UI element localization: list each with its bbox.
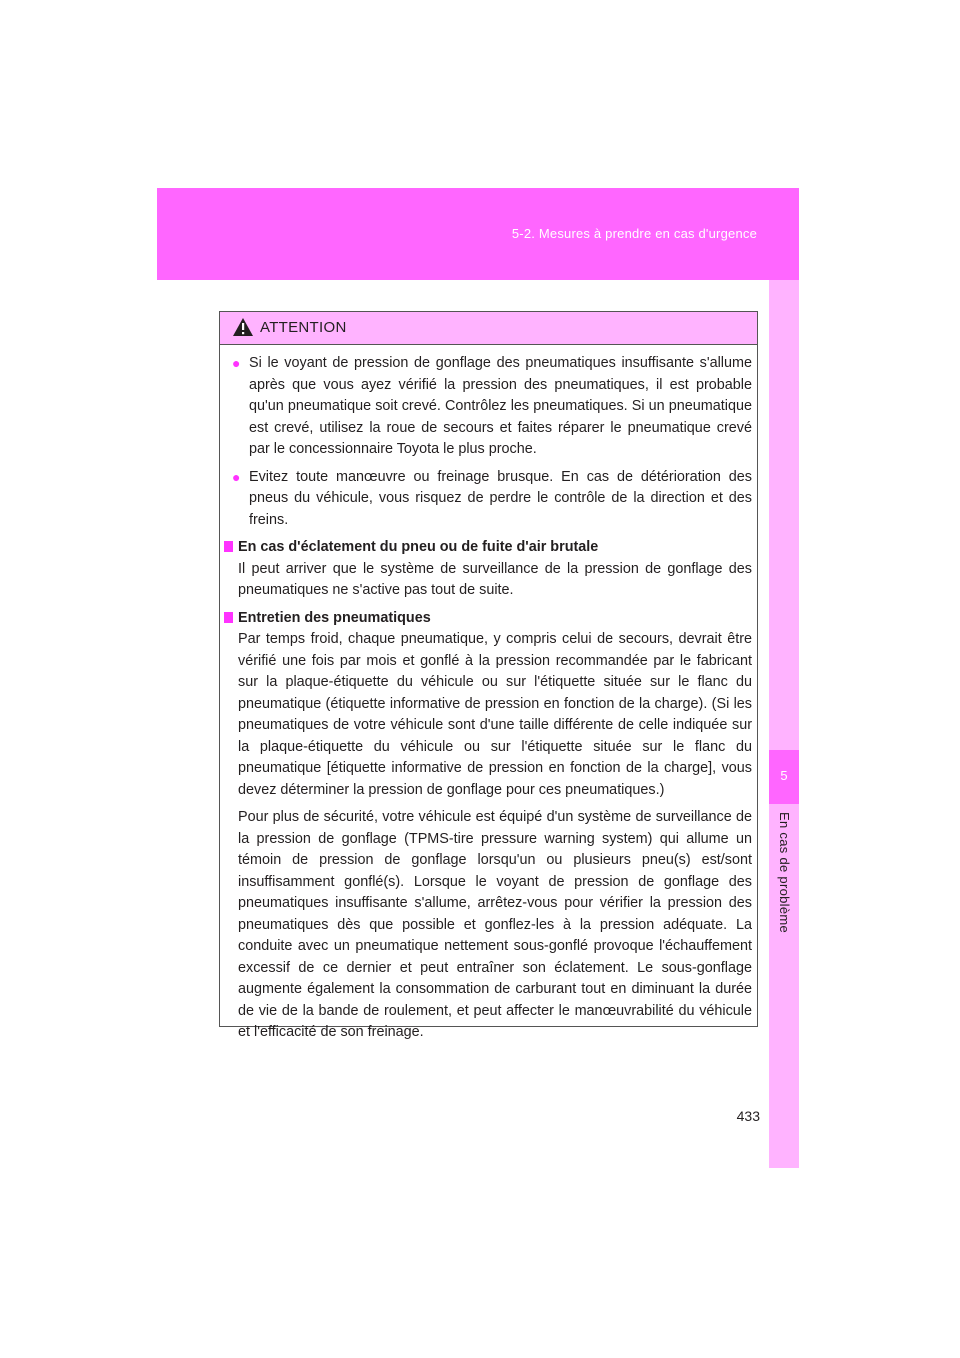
section-heading-text: En cas d'éclatement du pneu ou de fuite d'air brutale	[238, 539, 599, 555]
bullet-text: Evitez toute manœuvre ou freinage brusque. En cas de détérioration des pneus du véhicule, vous risquez de perdre le contrôle de la direction et des freins.	[249, 468, 752, 528]
warning-header	[220, 312, 757, 345]
warning-bullet	[220, 353, 752, 461]
section-heading-text: Entretien des pneumatiques	[238, 609, 431, 626]
paragraph: Pour plus de sécurité, votre véhicule est équipé d'un système de surveillance de la pression de gonflage (TPMS-tire pressure warning system) qui allume un témoin de pression de gonflage lorsqu'un ou plusieurs pneu(s) est/sont insuffisamment gonflé(s). Lorsque le voyant de pression de gonflage des pneumatiques insuffisante s'allume, arrêtez-vous pour vérifier la pression des pneumatiques dès que possible et gonflez-les à la pression adéquate. La conduite avec un pneumatique nettement sous-gonflé provoque l'échauffement excessif de ce dernier et peut entraîner son éclatement. Le sous-gonflage augmente également la consommation de carburant tout en diminuant la durée de vie de la bande de roulement, et peut affecter le manœuvrabilité du véhicule et l'efficacité de son freinage.	[238, 809, 752, 1040]
warning-body	[220, 345, 757, 1044]
warning-title: ATTENTION	[260, 319, 347, 336]
chapter-label: En cas de problème	[777, 812, 792, 934]
section-heading	[220, 537, 752, 559]
warning-triangle-icon	[232, 317, 254, 337]
page-number: 433	[736, 1108, 760, 1124]
chapter-tab[interactable]	[769, 750, 799, 804]
chapter-number: 5	[780, 768, 788, 783]
paragraph: Par temps froid, chaque pneumatique, y compris celui de secours, devrait être vérifié une fois par mois et gonflé à la pression recommandée par le fabricant sur la plaque-étiquette du véhicule ou sur l'étiquette située sur le flanc du pneumatique (étiquette informative de pression en fonction de la charge). (Si les pneumatiques de votre véhicule sont d'une taille différente de celle indiquée sur la plaque-étiquette du véhicule ou sur l'étiquette située sur le flanc du pneumatique [étiquette informative de pression en fonction de la charge], vous devez déterminer la pression de gonflage pour ces pneumatiques.)	[238, 631, 752, 798]
square-bullet-icon	[224, 612, 233, 623]
warning-bullet	[220, 467, 752, 532]
bullet-dot-icon: ●	[232, 355, 241, 371]
bullet-dot-icon: ●	[232, 468, 241, 485]
bullet-text: Si le voyant de pression de gonflage des pneumatiques insuffisante s'allume après que vous ayez vérifié la pression des pneumatiques, il est probable qu'un pneumatique soit crevé. Contrôlez les pneumatiques. Si un pneumatique est crevé, utilisez la roue de secours et faites réparer le pneumatique crevé par le concessionnaire Toyota le plus proche.	[249, 355, 752, 457]
section-title: 5-2. Mesures à prendre en cas d'urgence	[511, 226, 757, 241]
chapter-side-strip	[769, 280, 799, 1168]
section-header-band	[157, 188, 799, 280]
warning-box	[219, 311, 758, 1040]
paragraph: Il peut arriver que le système de surveillance de la pression de gonflage des pneumatiques ne s'active pas tout de suite.	[238, 560, 752, 598]
section-heading	[220, 608, 752, 630]
square-bullet-icon	[224, 541, 233, 552]
